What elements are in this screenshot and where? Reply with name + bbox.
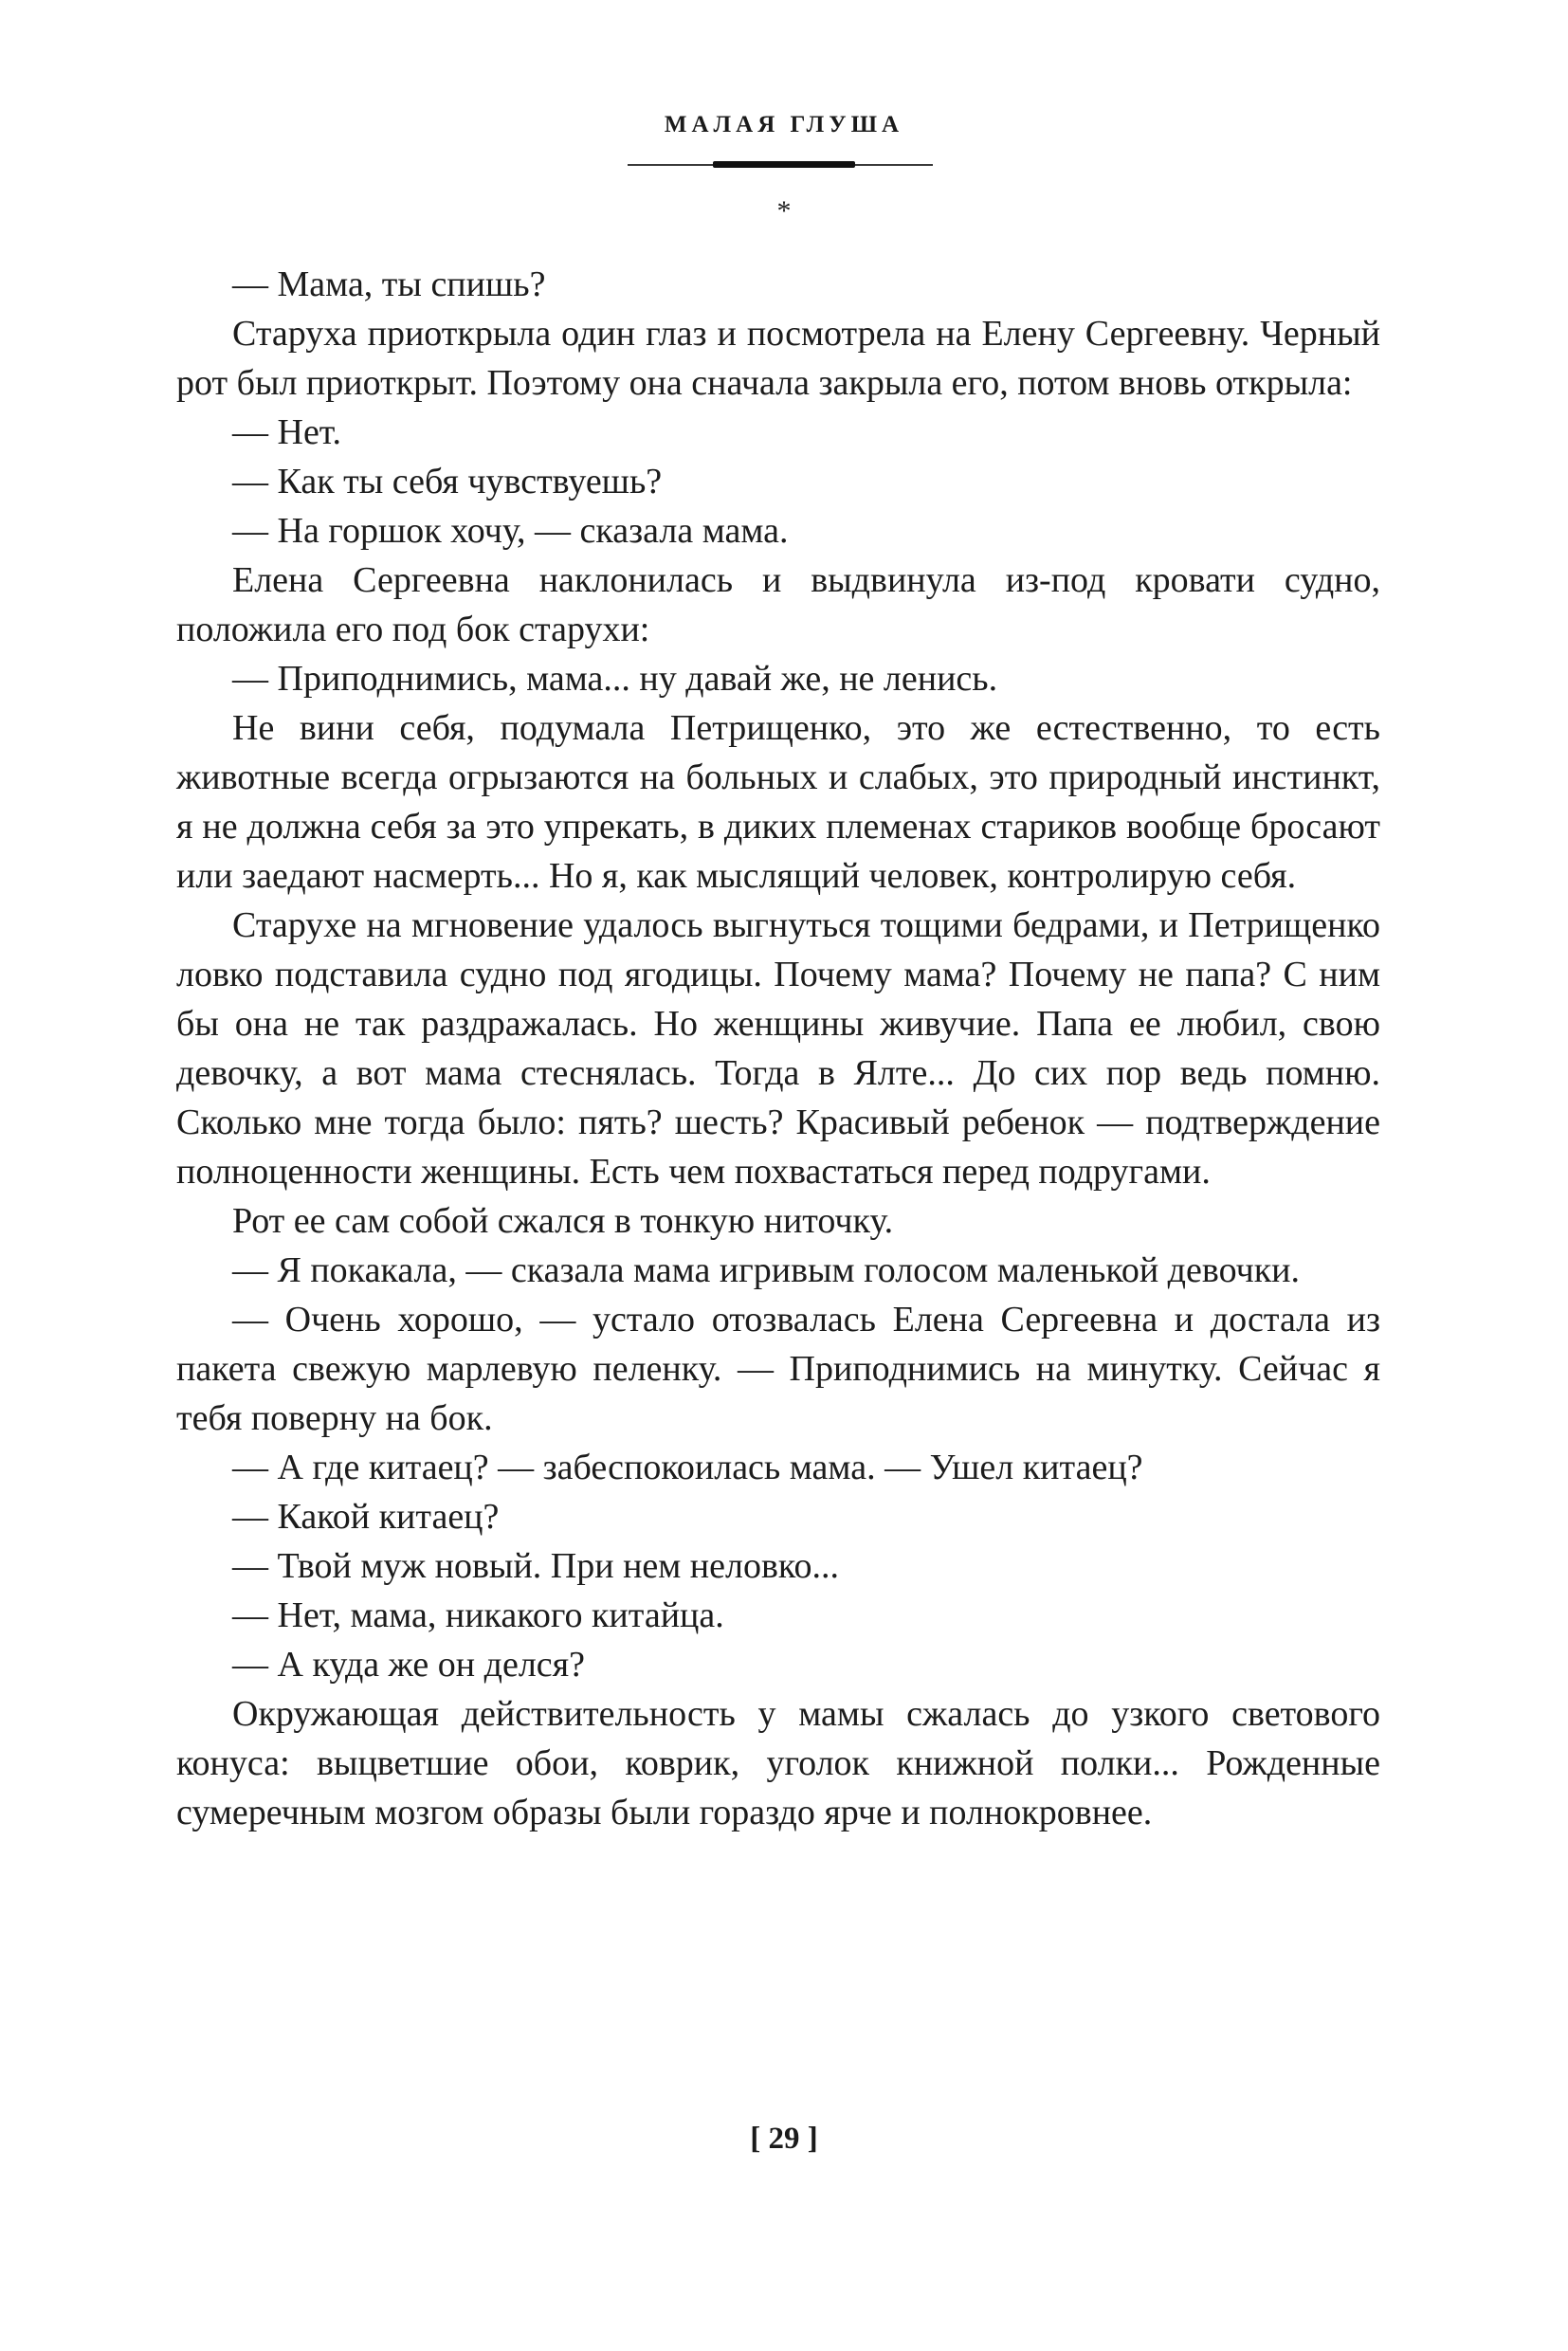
paragraph: — Нет, мама, никакого китайца. <box>232 1595 724 1635</box>
paragraph: Окружающая действительность у мамы сжалась до узкого светового конуса: выцветшие обои, коврик, уголок книжной полки... Рожденные сумеречным мозгом образы были гораздо ярче и полнокровнее. <box>176 1694 1380 1832</box>
paragraph: — Как ты себя чувствуешь? <box>232 462 663 501</box>
paragraph: — Мама, ты спишь? <box>232 264 546 304</box>
paragraph: — Твой муж новый. При нем неловко... <box>232 1546 839 1586</box>
body-text <box>176 260 1380 1837</box>
paragraph: Старухе на мгновение удалось выгнуться тощими бедрами, и Петрищенко ловко подставила судно под ягодицы. Почему мама? Почему не папа? С ним бы она не так раздражалась. Но женщины живучие. Папа ее любил, свою девочку, а вот мама стеснялась. Тогда в Ялте... До сих пор ведь помню. Сколько мне тогда было: пять? шесть? Красивый ребенок — подтверждение полноценности женщины. Есть чем похвастаться перед подругами. <box>176 905 1380 1192</box>
paragraph: — Я покакала, — сказала мама игривым голосом маленькой девочки. <box>232 1250 1300 1290</box>
page-number: [ 29 ] <box>750 2122 818 2156</box>
paragraph: — Приподнимись, мама... ну давай же, не ленись. <box>232 659 998 699</box>
paragraph: — На горшок хочу, — сказала мама. <box>232 511 789 551</box>
section-ornament: * <box>776 195 792 227</box>
paragraph: Рот ее сам собой сжался в тонкую ниточку. <box>232 1201 894 1241</box>
header-rule-accent <box>713 161 855 168</box>
paragraph: — Очень хорошо, — устало отозвалась Елена Сергеевна и достала из пакета свежую марлевую пеленку. — Приподнимись на минутку. Сейчас я тебя поверну на бок. <box>176 1300 1380 1438</box>
paragraph: Старуха приоткрыла один глаз и посмотрела на Елену Сергеевну. Черный рот был приоткрыт. Поэтому она сначала закрыла его, потом вновь открыла: <box>176 314 1380 403</box>
paragraph: — Какой китаец? <box>232 1497 500 1537</box>
paragraph: Не вини себя, подумала Петрищенко, это же естественно, то есть животные всегда огрызаются на больных и слабых, это природный инстинкт, я не должна себя за это упрекать, в диких племенах стариков вообще бросают или заедают насмерть... Но я, как мыслящий человек, контролирую себя. <box>176 708 1380 896</box>
running-title: МАЛАЯ ГЛУША <box>664 112 904 137</box>
paragraph: Елена Сергеевна наклонилась и выдвинула из-под кровати судно, положила его под бок старухи: <box>176 560 1380 649</box>
paragraph: — А где китаец? — забеспокоилась мама. — Ушел китаец? <box>232 1448 1143 1487</box>
paragraph: — А куда же он делся? <box>232 1645 586 1685</box>
paragraph: — Нет. <box>232 412 342 452</box>
